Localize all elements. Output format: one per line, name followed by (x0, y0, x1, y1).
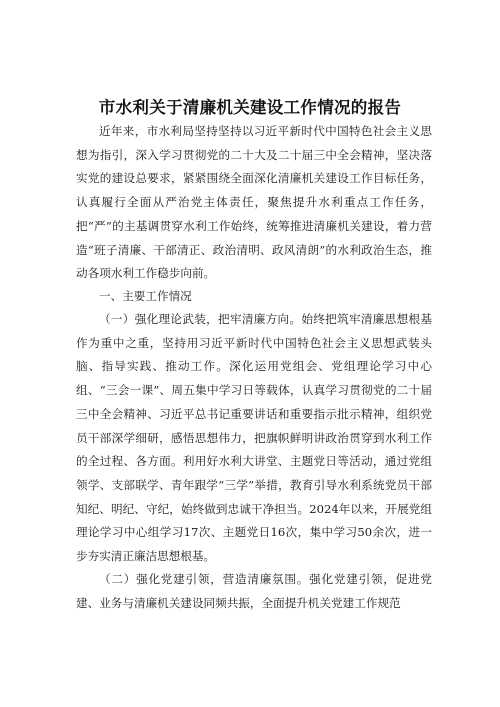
paragraph-party-building: （二）强化党建引领，营造清廉氛围。强化党建引领，促进党建、业务与清廉机关建设同频共振，全面提升机关党建工作规范 (76, 572, 432, 610)
section-heading-main-work: 一、主要工作情况 (99, 289, 192, 303)
intro-paragraph: 近年来，市水利局坚持坚持以习近平新时代中国特色社会主义思想为指引，深入学习贯彻党的二十大及二十届三中全会精神，坚决落实党的建设总要求，紧紧围绕全面深化清廉机关建设工作目标任务，认真履行全面从严治党主体责任，聚焦提升水利重点工作任务，把“严”的主基调贯穿水利工作始终，统筹推进清廉机关建设，着力营造“班子清廉、干部清正、政治清明、政风清朗”的水利政治生态，推动各项水利工作稳步向前。 (76, 124, 432, 281)
document-title: 市水利关于清廉机关建设工作情况的报告 (98, 98, 402, 117)
paragraph-theory-armament: （一）强化理论武装，把牢清廉方向。始终把筑牢清廉思想根基作为重中之重，坚持用习近平新时代中国特色社会主义思想武装头脑、指导实践、推动工作。深化运用党组会、党组理论学习中心组、“三会一课”、周五集中学习日等载体，认真学习贯彻党的二十届三中全会精神、习近平总书记重要讲话和重要指示批示精神，组织党员干部深学细研，感悟思想伟力，把旗帜鲜明讲政治贯穿到水利工作的全过程、各方面。利用好水利大讲堂、主题党日等活动，通过党组领学、支部联学、青年跟学“三学”举措，教育引导水利系统党员干部知纪、明纪、守纪，始终做到忠诚干净担当。2024年以来，开展党组理论学习中心组学习17次、主题党日16次，集中学习50余次，进一步夯实清正廉洁思想根基。 (76, 312, 432, 564)
